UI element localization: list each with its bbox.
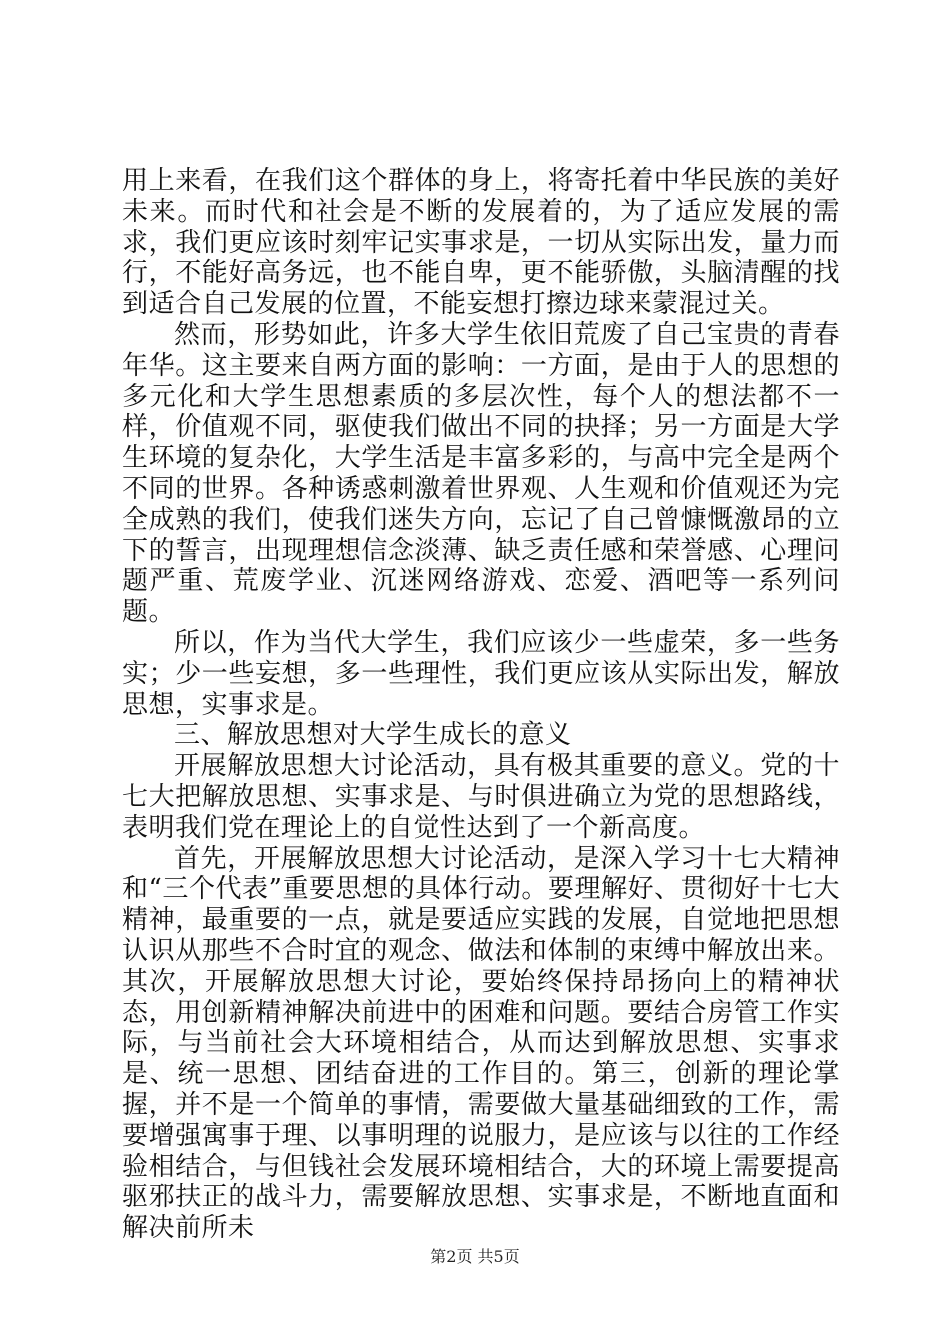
paragraph-continuation: 用上来看，在我们这个群体的身上，将寄托着中华民族的美好未来。而时代和社会是不断的发展着的，为了适应发展的需求，我们更应该时刻牢记实事求是，一切从实际出发，量力而行，不能好高务远，也不能自卑，更不能骄傲，头脑清醒的找到适合自己发展的位置，不能妄想打擦边球来蒙混过关。 xyxy=(122,166,840,320)
paragraph-student-problems: 然而，形势如此，许多大学生依旧荒废了自己宝贵的青春年华。这主要来自两方面的影响：一方面，是由于人的思想的多元化和大学生思想素质的多层次性，每个人的想法都不一样，价值观不同，驱使我们做出不同的抉择；另一方面是大学生环境的复杂化，大学生活是丰富多彩的，与高中完全是两个不同的世界。各种诱惑刺激着世界观、人生观和价值观还为完全成熟的我们，使我们迷失方向，忘记了自己曾慷慨激昂的立下的誓言，出现理想信念淡薄、缺乏责任感和荣誉感、心理问题严重、荒废学业、沉迷网络游戏、恋爱、酒吧等一系列问题。 xyxy=(122,319,840,628)
paragraph-conclusion: 所以，作为当代大学生，我们应该少一些虚荣，多一些务实；少一些妄想，多一些理性，我们更应该从实际出发，解放思想，实事求是。 xyxy=(122,627,840,720)
paragraph-first-second-third: 首先，开展解放思想大讨论活动，是深入学习十七大精神和“三个代表”重要思想的具体行动。要理解好、贯彻好十七大精神，最重要的一点，就是要适应实践的发展，自觉地把思想认识从那些不合时宜的观念、做法和体制的束缚中解放出来。其次，开展解放思想大讨论，要始终保持昂扬向上的精神状态，用创新精神解决前进中的困难和问题。要结合房管工作实际，与当前社会大环境相结合，从而达到解放思想、实事求是、统一思想、团结奋进的工作目的。第三，创新的理论掌握，并不是一个简单的事情，需要做大量基础细致的工作，需要增强寓事于理、以事明理的说服力，是应该与以往的工作经验相结合，与但钱社会发展环境相结合，大的环境上需要提高驱邪扶正的战斗力，需要解放思想、实事求是，不断地直面和解决前所未 xyxy=(122,843,840,1244)
page-number-footer: 第2页 共5页 xyxy=(430,1247,520,1266)
paragraph-significance: 开展解放思想大讨论活动，具有极其重要的意义。党的十七大把解放思想、实事求是、与时俱进确立为党的思想路线，表明我们党在理论上的自觉性达到了一个新高度。 xyxy=(122,751,840,843)
section-heading: 三、解放思想对大学生成长的意义 xyxy=(174,720,572,751)
document-body xyxy=(122,166,840,1244)
